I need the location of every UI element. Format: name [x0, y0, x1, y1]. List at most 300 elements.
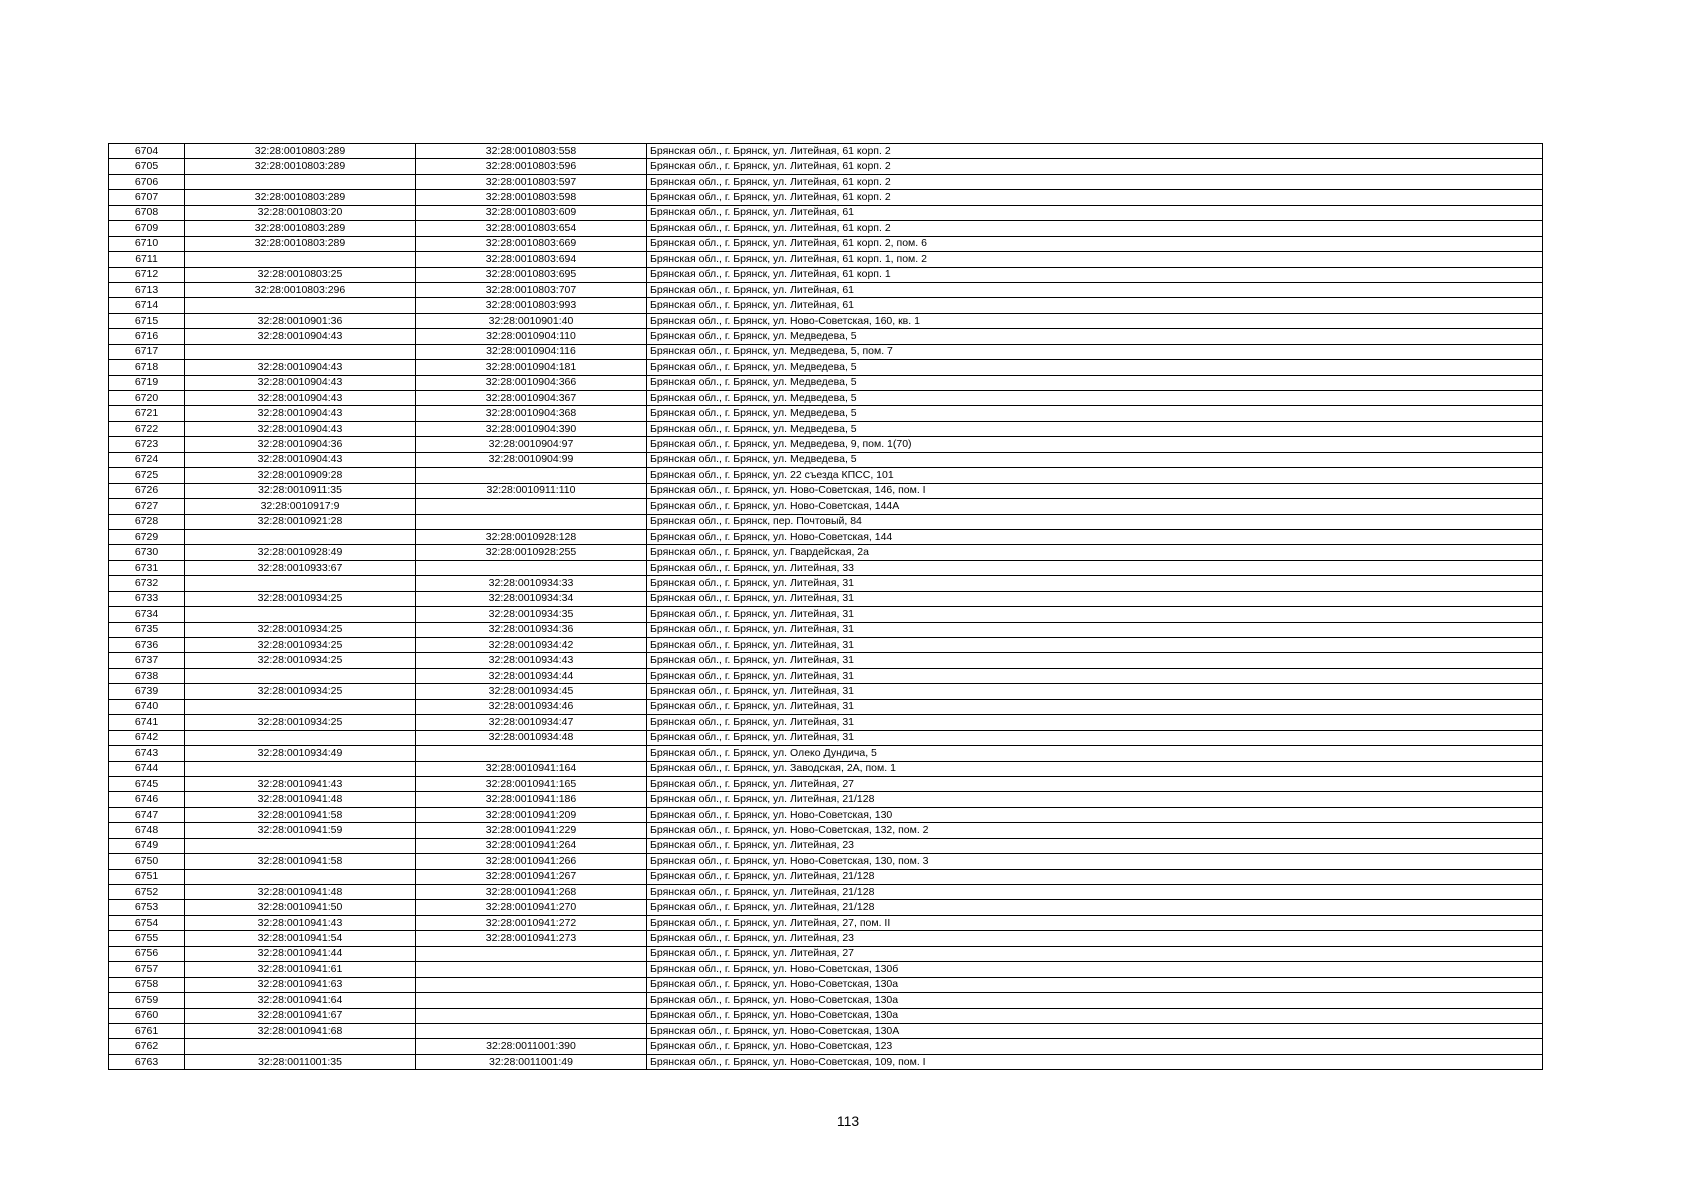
- row-number-cell: 6761: [109, 1023, 185, 1038]
- parcel-number-cell: 32:28:0010941:43: [185, 776, 416, 791]
- row-number-cell: 6756: [109, 946, 185, 961]
- table-row: [109, 329, 1543, 344]
- object-number-cell: 32:28:0010934:47: [416, 715, 647, 730]
- parcel-number-cell: 32:28:0010904:43: [185, 406, 416, 421]
- address-cell: Брянская обл., г. Брянск, ул. Литейная, 61 корп. 1, пом. 2: [647, 252, 1543, 267]
- row-number-cell: 6731: [109, 560, 185, 575]
- parcel-number-cell: 32:28:0010904:43: [185, 452, 416, 467]
- address-cell: Брянская обл., г. Брянск, ул. Ново-Советская, 123: [647, 1039, 1543, 1054]
- address-cell: Брянская обл., г. Брянск, ул. Ново-Советская, 130, пом. 3: [647, 854, 1543, 869]
- object-number-cell: 32:28:0010803:707: [416, 282, 647, 297]
- parcel-number-cell: 32:28:0010904:36: [185, 437, 416, 452]
- row-number-cell: 6749: [109, 838, 185, 853]
- object-number-cell: [416, 1023, 647, 1038]
- address-cell: Брянская обл., г. Брянск, ул. Медведева, 5: [647, 360, 1543, 375]
- row-number-cell: 6758: [109, 977, 185, 992]
- address-cell: Брянская обл., г. Брянск, ул. Литейная, 31: [647, 699, 1543, 714]
- parcel-number-cell: [185, 838, 416, 853]
- table-row: [109, 545, 1543, 560]
- row-number-cell: 6727: [109, 499, 185, 514]
- parcel-number-cell: 32:28:0010941:58: [185, 807, 416, 822]
- address-cell: Брянская обл., г. Брянск, ул. Медведева, 5: [647, 421, 1543, 436]
- table-row: [109, 529, 1543, 544]
- object-number-cell: [416, 993, 647, 1008]
- row-number-cell: 6732: [109, 576, 185, 591]
- object-number-cell: 32:28:0010904:366: [416, 375, 647, 390]
- object-number-cell: 32:28:0010941:266: [416, 854, 647, 869]
- object-number-cell: 32:28:0010941:270: [416, 900, 647, 915]
- object-number-cell: 32:28:0010934:35: [416, 607, 647, 622]
- parcel-number-cell: [185, 761, 416, 776]
- parcel-number-cell: 32:28:0010803:289: [185, 221, 416, 236]
- object-number-cell: [416, 962, 647, 977]
- address-cell: Брянская обл., г. Брянск, ул. Литейная, 31: [647, 653, 1543, 668]
- table-row: [109, 792, 1543, 807]
- object-number-cell: 32:28:0010803:694: [416, 252, 647, 267]
- object-number-cell: [416, 946, 647, 961]
- address-cell: Брянская обл., г. Брянск, ул. Литейная, 21/128: [647, 900, 1543, 915]
- parcel-number-cell: 32:28:0010941:50: [185, 900, 416, 915]
- parcel-number-cell: 32:28:0011001:35: [185, 1054, 416, 1069]
- table-row: [109, 252, 1543, 267]
- object-number-cell: 32:28:0010803:597: [416, 174, 647, 189]
- parcel-number-cell: [185, 668, 416, 683]
- table-row: [109, 931, 1543, 946]
- table-row: [109, 483, 1543, 498]
- parcel-number-cell: 32:28:0010803:289: [185, 236, 416, 251]
- row-number-cell: 6733: [109, 591, 185, 606]
- row-number-cell: 6709: [109, 221, 185, 236]
- parcel-number-cell: 32:28:0010941:58: [185, 854, 416, 869]
- object-number-cell: 32:28:0010934:48: [416, 730, 647, 745]
- table-row: [109, 854, 1543, 869]
- address-cell: Брянская обл., г. Брянск, ул. Литейная, 61 корп. 2: [647, 144, 1543, 159]
- object-number-cell: 32:28:0010934:42: [416, 638, 647, 653]
- table-row: [109, 406, 1543, 421]
- parcel-number-cell: 32:28:0010934:25: [185, 715, 416, 730]
- table-row: [109, 360, 1543, 375]
- object-number-cell: 32:28:0010941:264: [416, 838, 647, 853]
- row-number-cell: 6721: [109, 406, 185, 421]
- address-cell: Брянская обл., г. Брянск, ул. Ново-Советская, 132, пом. 2: [647, 823, 1543, 838]
- table-row: [109, 452, 1543, 467]
- table-row: [109, 499, 1543, 514]
- row-number-cell: 6759: [109, 993, 185, 1008]
- object-number-cell: 32:28:0010941:272: [416, 915, 647, 930]
- object-number-cell: 32:28:0010934:36: [416, 622, 647, 637]
- address-cell: Брянская обл., г. Брянск, ул. Олеко Дундича, 5: [647, 746, 1543, 761]
- table-row: [109, 375, 1543, 390]
- parcel-number-cell: 32:28:0010803:296: [185, 282, 416, 297]
- address-cell: Брянская обл., г. Брянск, ул. Литейная, 27: [647, 946, 1543, 961]
- cadastral-table-body: [109, 144, 1543, 1070]
- address-cell: Брянская обл., г. Брянск, ул. Ново-Советская, 130а: [647, 977, 1543, 992]
- table-row: [109, 560, 1543, 575]
- table-row: [109, 144, 1543, 159]
- table-row: [109, 993, 1543, 1008]
- address-cell: Брянская обл., г. Брянск, ул. Ново-Советская, 144А: [647, 499, 1543, 514]
- page-number: 113: [836, 1113, 860, 1129]
- row-number-cell: 6717: [109, 344, 185, 359]
- object-number-cell: 32:28:0010904:110: [416, 329, 647, 344]
- parcel-number-cell: 32:28:0010941:64: [185, 993, 416, 1008]
- address-cell: Брянская обл., г. Брянск, ул. Заводская, 2А, пом. 1: [647, 761, 1543, 776]
- object-number-cell: 32:28:0010941:229: [416, 823, 647, 838]
- address-cell: Брянская обл., г. Брянск, ул. Литейная, 31: [647, 684, 1543, 699]
- table-row: [109, 653, 1543, 668]
- parcel-number-cell: [185, 174, 416, 189]
- address-cell: Брянская обл., г. Брянск, ул. Литейная, 61: [647, 298, 1543, 313]
- row-number-cell: 6718: [109, 360, 185, 375]
- parcel-number-cell: 32:28:0010904:43: [185, 360, 416, 375]
- address-cell: Брянская обл., г. Брянск, ул. Литейная, 21/128: [647, 885, 1543, 900]
- parcel-number-cell: 32:28:0010934:25: [185, 622, 416, 637]
- row-number-cell: 6719: [109, 375, 185, 390]
- object-number-cell: 32:28:0010911:110: [416, 483, 647, 498]
- row-number-cell: 6726: [109, 483, 185, 498]
- object-number-cell: 32:28:0010904:181: [416, 360, 647, 375]
- address-cell: Брянская обл., г. Брянск, ул. Литейная, 31: [647, 576, 1543, 591]
- row-number-cell: 6738: [109, 668, 185, 683]
- table-row: [109, 421, 1543, 436]
- address-cell: Брянская обл., г. Брянск, ул. Ново-Советская, 144: [647, 529, 1543, 544]
- row-number-cell: 6725: [109, 468, 185, 483]
- row-number-cell: 6713: [109, 282, 185, 297]
- object-number-cell: 32:28:0010934:33: [416, 576, 647, 591]
- address-cell: Брянская обл., г. Брянск, ул. Медведева, 5: [647, 375, 1543, 390]
- address-cell: Брянская обл., г. Брянск, ул. Медведева, 5: [647, 452, 1543, 467]
- object-number-cell: [416, 746, 647, 761]
- parcel-number-cell: 32:28:0010904:43: [185, 375, 416, 390]
- address-cell: Брянская обл., г. Брянск, ул. Литейная, 33: [647, 560, 1543, 575]
- row-number-cell: 6722: [109, 421, 185, 436]
- table-row: [109, 946, 1543, 961]
- parcel-number-cell: [185, 252, 416, 267]
- table-row: [109, 205, 1543, 220]
- row-number-cell: 6734: [109, 607, 185, 622]
- parcel-number-cell: [185, 576, 416, 591]
- table-row: [109, 159, 1543, 174]
- table-row: [109, 869, 1543, 884]
- object-number-cell: 32:28:0011001:49: [416, 1054, 647, 1069]
- object-number-cell: 32:28:0010904:367: [416, 391, 647, 406]
- row-number-cell: 6724: [109, 452, 185, 467]
- address-cell: Брянская обл., г. Брянск, ул. Медведева, 5: [647, 406, 1543, 421]
- address-cell: Брянская обл., г. Брянск, ул. Литейная, 23: [647, 838, 1543, 853]
- row-number-cell: 6705: [109, 159, 185, 174]
- row-number-cell: 6739: [109, 684, 185, 699]
- table-row: [109, 391, 1543, 406]
- row-number-cell: 6723: [109, 437, 185, 452]
- row-number-cell: 6745: [109, 776, 185, 791]
- parcel-number-cell: [185, 869, 416, 884]
- object-number-cell: 32:28:0010803:669: [416, 236, 647, 251]
- table-row: [109, 715, 1543, 730]
- address-cell: Брянская обл., г. Брянск, ул. Литейная, 61 корп. 2: [647, 174, 1543, 189]
- parcel-number-cell: 32:28:0010803:289: [185, 144, 416, 159]
- object-number-cell: 32:28:0010928:255: [416, 545, 647, 560]
- parcel-number-cell: 32:28:0010904:43: [185, 421, 416, 436]
- address-cell: Брянская обл., г. Брянск, ул. Литейная, 31: [647, 715, 1543, 730]
- object-number-cell: 32:28:0010904:116: [416, 344, 647, 359]
- object-number-cell: 32:28:0010934:44: [416, 668, 647, 683]
- parcel-number-cell: 32:28:0010941:54: [185, 931, 416, 946]
- address-cell: Брянская обл., г. Брянск, ул. Литейная, 31: [647, 591, 1543, 606]
- table-row: [109, 962, 1543, 977]
- address-cell: Брянская обл., г. Брянск, ул. Медведева, 9, пом. 1(70): [647, 437, 1543, 452]
- address-cell: Брянская обл., г. Брянск, ул. Литейная, 27: [647, 776, 1543, 791]
- row-number-cell: 6743: [109, 746, 185, 761]
- table-row: [109, 437, 1543, 452]
- table-row: [109, 282, 1543, 297]
- object-number-cell: 32:28:0010941:273: [416, 931, 647, 946]
- table-row: [109, 915, 1543, 930]
- table-row: [109, 174, 1543, 189]
- row-number-cell: 6730: [109, 545, 185, 560]
- row-number-cell: 6750: [109, 854, 185, 869]
- parcel-number-cell: 32:28:0010928:49: [185, 545, 416, 560]
- row-number-cell: 6729: [109, 529, 185, 544]
- address-cell: Брянская обл., г. Брянск, ул. Медведева, 5: [647, 391, 1543, 406]
- object-number-cell: 32:28:0010901:40: [416, 313, 647, 328]
- object-number-cell: 32:28:0010803:558: [416, 144, 647, 159]
- row-number-cell: 6714: [109, 298, 185, 313]
- table-row: [109, 344, 1543, 359]
- object-number-cell: [416, 468, 647, 483]
- table-row: [109, 190, 1543, 205]
- table-row: [109, 267, 1543, 282]
- row-number-cell: 6704: [109, 144, 185, 159]
- parcel-number-cell: 32:28:0010803:289: [185, 190, 416, 205]
- address-cell: Брянская обл., г. Брянск, ул. Литейная, 61 корп. 2: [647, 190, 1543, 205]
- address-cell: Брянская обл., г. Брянск, ул. Литейная, 61 корп. 2: [647, 221, 1543, 236]
- parcel-number-cell: 32:28:0010941:68: [185, 1023, 416, 1038]
- address-cell: Брянская обл., г. Брянск, ул. 22 съезда КПСС, 101: [647, 468, 1543, 483]
- row-number-cell: 6755: [109, 931, 185, 946]
- row-number-cell: 6712: [109, 267, 185, 282]
- parcel-number-cell: 32:28:0010934:49: [185, 746, 416, 761]
- row-number-cell: 6710: [109, 236, 185, 251]
- table-row: [109, 684, 1543, 699]
- table-row: [109, 468, 1543, 483]
- address-cell: Брянская обл., г. Брянск, ул. Медведева, 5: [647, 329, 1543, 344]
- table-row: [109, 514, 1543, 529]
- address-cell: Брянская обл., г. Брянск, ул. Литейная, 61 корп. 2, пом. 6: [647, 236, 1543, 251]
- address-cell: Брянская обл., г. Брянск, пер. Почтовый, 84: [647, 514, 1543, 529]
- object-number-cell: 32:28:0010941:164: [416, 761, 647, 776]
- row-number-cell: 6747: [109, 807, 185, 822]
- object-number-cell: 32:28:0010803:654: [416, 221, 647, 236]
- parcel-number-cell: 32:28:0010941:48: [185, 885, 416, 900]
- table-row: [109, 699, 1543, 714]
- object-number-cell: [416, 560, 647, 575]
- address-cell: Брянская обл., г. Брянск, ул. Ново-Советская, 109, пом. I: [647, 1054, 1543, 1069]
- table-row: [109, 668, 1543, 683]
- row-number-cell: 6740: [109, 699, 185, 714]
- row-number-cell: 6748: [109, 823, 185, 838]
- row-number-cell: 6753: [109, 900, 185, 915]
- address-cell: Брянская обл., г. Брянск, ул. Гвардейская, 2а: [647, 545, 1543, 560]
- address-cell: Брянская обл., г. Брянск, ул. Литейная, 31: [647, 638, 1543, 653]
- address-cell: Брянская обл., г. Брянск, ул. Литейная, 31: [647, 730, 1543, 745]
- parcel-number-cell: 32:28:0010909:28: [185, 468, 416, 483]
- parcel-number-cell: [185, 529, 416, 544]
- address-cell: Брянская обл., г. Брянск, ул. Ново-Советская, 130А: [647, 1023, 1543, 1038]
- object-number-cell: 32:28:0010934:45: [416, 684, 647, 699]
- row-number-cell: 6706: [109, 174, 185, 189]
- object-number-cell: 32:28:0010928:128: [416, 529, 647, 544]
- address-cell: Брянская обл., г. Брянск, ул. Литейная, 31: [647, 607, 1543, 622]
- table-row: [109, 313, 1543, 328]
- table-row: [109, 622, 1543, 637]
- parcel-number-cell: 32:28:0010933:67: [185, 560, 416, 575]
- parcel-number-cell: 32:28:0010934:25: [185, 653, 416, 668]
- row-number-cell: 6741: [109, 715, 185, 730]
- row-number-cell: 6715: [109, 313, 185, 328]
- object-number-cell: [416, 514, 647, 529]
- parcel-number-cell: 32:28:0010803:289: [185, 159, 416, 174]
- table-row: [109, 1008, 1543, 1023]
- object-number-cell: 32:28:0010941:268: [416, 885, 647, 900]
- object-number-cell: 32:28:0010904:390: [416, 421, 647, 436]
- address-cell: Брянская обл., г. Брянск, ул. Ново-Советская, 160, кв. 1: [647, 313, 1543, 328]
- parcel-number-cell: [185, 607, 416, 622]
- table-row: [109, 1039, 1543, 1054]
- table-row: [109, 576, 1543, 591]
- row-number-cell: 6752: [109, 885, 185, 900]
- row-number-cell: 6757: [109, 962, 185, 977]
- address-cell: Брянская обл., г. Брянск, ул. Литейная, 31: [647, 622, 1543, 637]
- parcel-number-cell: 32:28:0010904:43: [185, 391, 416, 406]
- table-row: [109, 1023, 1543, 1038]
- address-cell: Брянская обл., г. Брянск, ул. Ново-Советская, 146, пом. I: [647, 483, 1543, 498]
- address-cell: Брянская обл., г. Брянск, ул. Литейная, 27, пом. II: [647, 915, 1543, 930]
- row-number-cell: 6746: [109, 792, 185, 807]
- row-number-cell: 6762: [109, 1039, 185, 1054]
- table-row: [109, 807, 1543, 822]
- object-number-cell: [416, 1008, 647, 1023]
- table-row: [109, 746, 1543, 761]
- address-cell: Брянская обл., г. Брянск, ул. Литейная, 61 корп. 1: [647, 267, 1543, 282]
- table-row: [109, 776, 1543, 791]
- row-number-cell: 6763: [109, 1054, 185, 1069]
- address-cell: Брянская обл., г. Брянск, ул. Литейная, 21/128: [647, 792, 1543, 807]
- object-number-cell: 32:28:0010803:598: [416, 190, 647, 205]
- row-number-cell: 6711: [109, 252, 185, 267]
- object-number-cell: 32:28:0010803:695: [416, 267, 647, 282]
- parcel-number-cell: 32:28:0010941:44: [185, 946, 416, 961]
- address-cell: Брянская обл., г. Брянск, ул. Литейная, 21/128: [647, 869, 1543, 884]
- table-row: [109, 607, 1543, 622]
- parcel-number-cell: 32:28:0010803:20: [185, 205, 416, 220]
- row-number-cell: 6737: [109, 653, 185, 668]
- object-number-cell: [416, 499, 647, 514]
- parcel-number-cell: 32:28:0010901:36: [185, 313, 416, 328]
- row-number-cell: 6742: [109, 730, 185, 745]
- parcel-number-cell: 32:28:0010941:61: [185, 962, 416, 977]
- row-number-cell: 6707: [109, 190, 185, 205]
- row-number-cell: 6760: [109, 1008, 185, 1023]
- address-cell: Брянская обл., г. Брянск, ул. Ново-Советская, 130б: [647, 962, 1543, 977]
- object-number-cell: 32:28:0010941:165: [416, 776, 647, 791]
- object-number-cell: 32:28:0010941:267: [416, 869, 647, 884]
- table-row: [109, 730, 1543, 745]
- address-cell: Брянская обл., г. Брянск, ул. Ново-Советская, 130: [647, 807, 1543, 822]
- object-number-cell: 32:28:0010941:186: [416, 792, 647, 807]
- table-row: [109, 977, 1543, 992]
- object-number-cell: 32:28:0010904:99: [416, 452, 647, 467]
- parcel-number-cell: [185, 730, 416, 745]
- object-number-cell: 32:28:0010934:46: [416, 699, 647, 714]
- row-number-cell: 6716: [109, 329, 185, 344]
- table-row: [109, 900, 1543, 915]
- parcel-number-cell: 32:28:0010941:59: [185, 823, 416, 838]
- address-cell: Брянская обл., г. Брянск, ул. Ново-Советская, 130а: [647, 993, 1543, 1008]
- parcel-number-cell: 32:28:0010934:25: [185, 684, 416, 699]
- row-number-cell: 6736: [109, 638, 185, 653]
- table-row: [109, 236, 1543, 251]
- row-number-cell: 6751: [109, 869, 185, 884]
- address-cell: Брянская обл., г. Брянск, ул. Литейная, 61: [647, 205, 1543, 220]
- table-row: [109, 838, 1543, 853]
- row-number-cell: 6728: [109, 514, 185, 529]
- parcel-number-cell: 32:28:0010941:43: [185, 915, 416, 930]
- object-number-cell: 32:28:0010803:609: [416, 205, 647, 220]
- table-row: [109, 761, 1543, 776]
- address-cell: Брянская обл., г. Брянск, ул. Литейная, 31: [647, 668, 1543, 683]
- row-number-cell: 6754: [109, 915, 185, 930]
- parcel-number-cell: 32:28:0010917:9: [185, 499, 416, 514]
- parcel-number-cell: 32:28:0010921:28: [185, 514, 416, 529]
- object-number-cell: 32:28:0010904:97: [416, 437, 647, 452]
- table-row: [109, 298, 1543, 313]
- object-number-cell: 32:28:0010904:368: [416, 406, 647, 421]
- row-number-cell: 6720: [109, 391, 185, 406]
- parcel-number-cell: 32:28:0010941:63: [185, 977, 416, 992]
- row-number-cell: 6744: [109, 761, 185, 776]
- address-cell: Брянская обл., г. Брянск, ул. Литейная, 61 корп. 2: [647, 159, 1543, 174]
- object-number-cell: 32:28:0010934:43: [416, 653, 647, 668]
- parcel-number-cell: [185, 1039, 416, 1054]
- table-row: [109, 1054, 1543, 1069]
- table-row: [109, 591, 1543, 606]
- parcel-number-cell: 32:28:0010904:43: [185, 329, 416, 344]
- parcel-number-cell: 32:28:0010934:25: [185, 638, 416, 653]
- address-cell: Брянская обл., г. Брянск, ул. Медведева, 5, пом. 7: [647, 344, 1543, 359]
- parcel-number-cell: 32:28:0010803:25: [185, 267, 416, 282]
- address-cell: Брянская обл., г. Брянск, ул. Литейная, 23: [647, 931, 1543, 946]
- parcel-number-cell: [185, 298, 416, 313]
- parcel-number-cell: 32:28:0010934:25: [185, 591, 416, 606]
- table-row: [109, 885, 1543, 900]
- row-number-cell: 6735: [109, 622, 185, 637]
- object-number-cell: 32:28:0010941:209: [416, 807, 647, 822]
- address-cell: Брянская обл., г. Брянск, ул. Ново-Советская, 130а: [647, 1008, 1543, 1023]
- cadastral-table: [108, 143, 1543, 1070]
- table-row: [109, 823, 1543, 838]
- table-row: [109, 221, 1543, 236]
- parcel-number-cell: 32:28:0010941:67: [185, 1008, 416, 1023]
- parcel-number-cell: [185, 699, 416, 714]
- object-number-cell: 32:28:0010934:34: [416, 591, 647, 606]
- parcel-number-cell: 32:28:0010911:35: [185, 483, 416, 498]
- object-number-cell: 32:28:0010803:993: [416, 298, 647, 313]
- object-number-cell: 32:28:0010803:596: [416, 159, 647, 174]
- object-number-cell: [416, 977, 647, 992]
- table-row: [109, 638, 1543, 653]
- address-cell: Брянская обл., г. Брянск, ул. Литейная, 61: [647, 282, 1543, 297]
- parcel-number-cell: [185, 344, 416, 359]
